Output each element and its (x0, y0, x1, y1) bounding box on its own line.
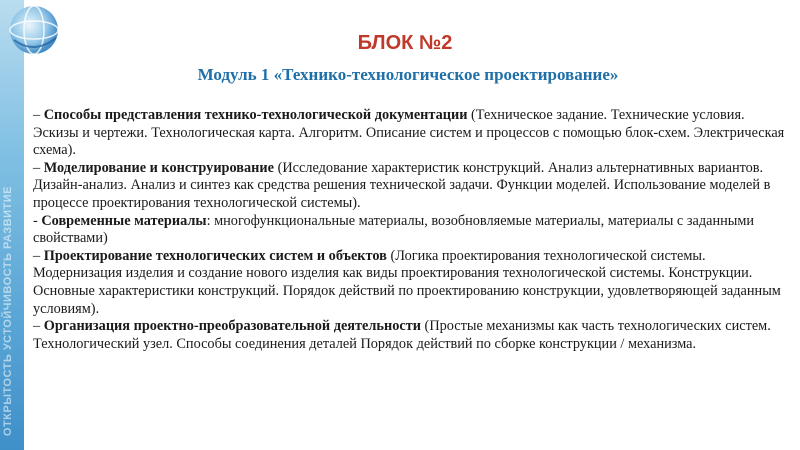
paragraph-dash: – (33, 159, 44, 176)
module-subtitle: Модуль 1 «Технико-технологическое проектирование» (197, 65, 619, 84)
content-paragraph (33, 318, 785, 353)
paragraph-text: (Логика проектирования технологической системы. Модернизация изделия и создание нового изделия как виды проектирования технологической системы. Конструкции. Основные характеристики конструкций. Порядок действий по проектированию конструкции, удовлетворяющей заданным условиям). (33, 247, 781, 317)
content-paragraph (33, 107, 785, 160)
paragraph-dash: - (33, 212, 42, 229)
paragraph-text: : многофункциональные материалы, возобновляемые материалы, материалы с заданными свойствами) (33, 212, 755, 247)
paragraph-dash: – (33, 247, 44, 264)
paragraph-text: (Простые механизмы как часть технологических систем. Технологический узел. Способы соединения деталей Порядок действий по сборке конструкции / механизма. (33, 318, 771, 352)
page-title: БЛОК №2 (357, 32, 453, 54)
paragraph-heading: Современные материалы (41, 212, 207, 229)
content-body (33, 107, 785, 353)
side-strip-text: ОТКРЫТОСТЬ УСТОЙЧИВОСТЬ РАЗВИТИЕ (2, 185, 14, 436)
paragraph-heading: Проектирование технологических систем и объектов (43, 247, 387, 264)
paragraph-heading: Моделирование и конструирование (43, 159, 274, 176)
paragraph-text: (Исследование характеристик конструкций. Анализ альтернативных вариантов. Дизайн-анализ. Анализ и синтез как средства решения технической задачи. Функции моделей. Использование моделей в процессе проектирования технологической системы). (33, 159, 771, 211)
content-paragraph (33, 213, 785, 248)
paragraph-heading: Способы представления технико-технологической документации (43, 107, 468, 123)
paragraph-dash: – (33, 107, 44, 123)
paragraph-heading: Организация проектно-преобразовательной деятельности (43, 318, 421, 335)
paragraph-text: (Техническое задание. Технические условия. Эскизы и чертежи. Технологическая карта. Алгоритм. Описание систем и процессов с помощью блок-схем. Электрическая схема). (33, 107, 785, 159)
content-paragraph (33, 248, 785, 318)
paragraph-dash: – (33, 318, 44, 335)
content-paragraph (33, 160, 785, 213)
